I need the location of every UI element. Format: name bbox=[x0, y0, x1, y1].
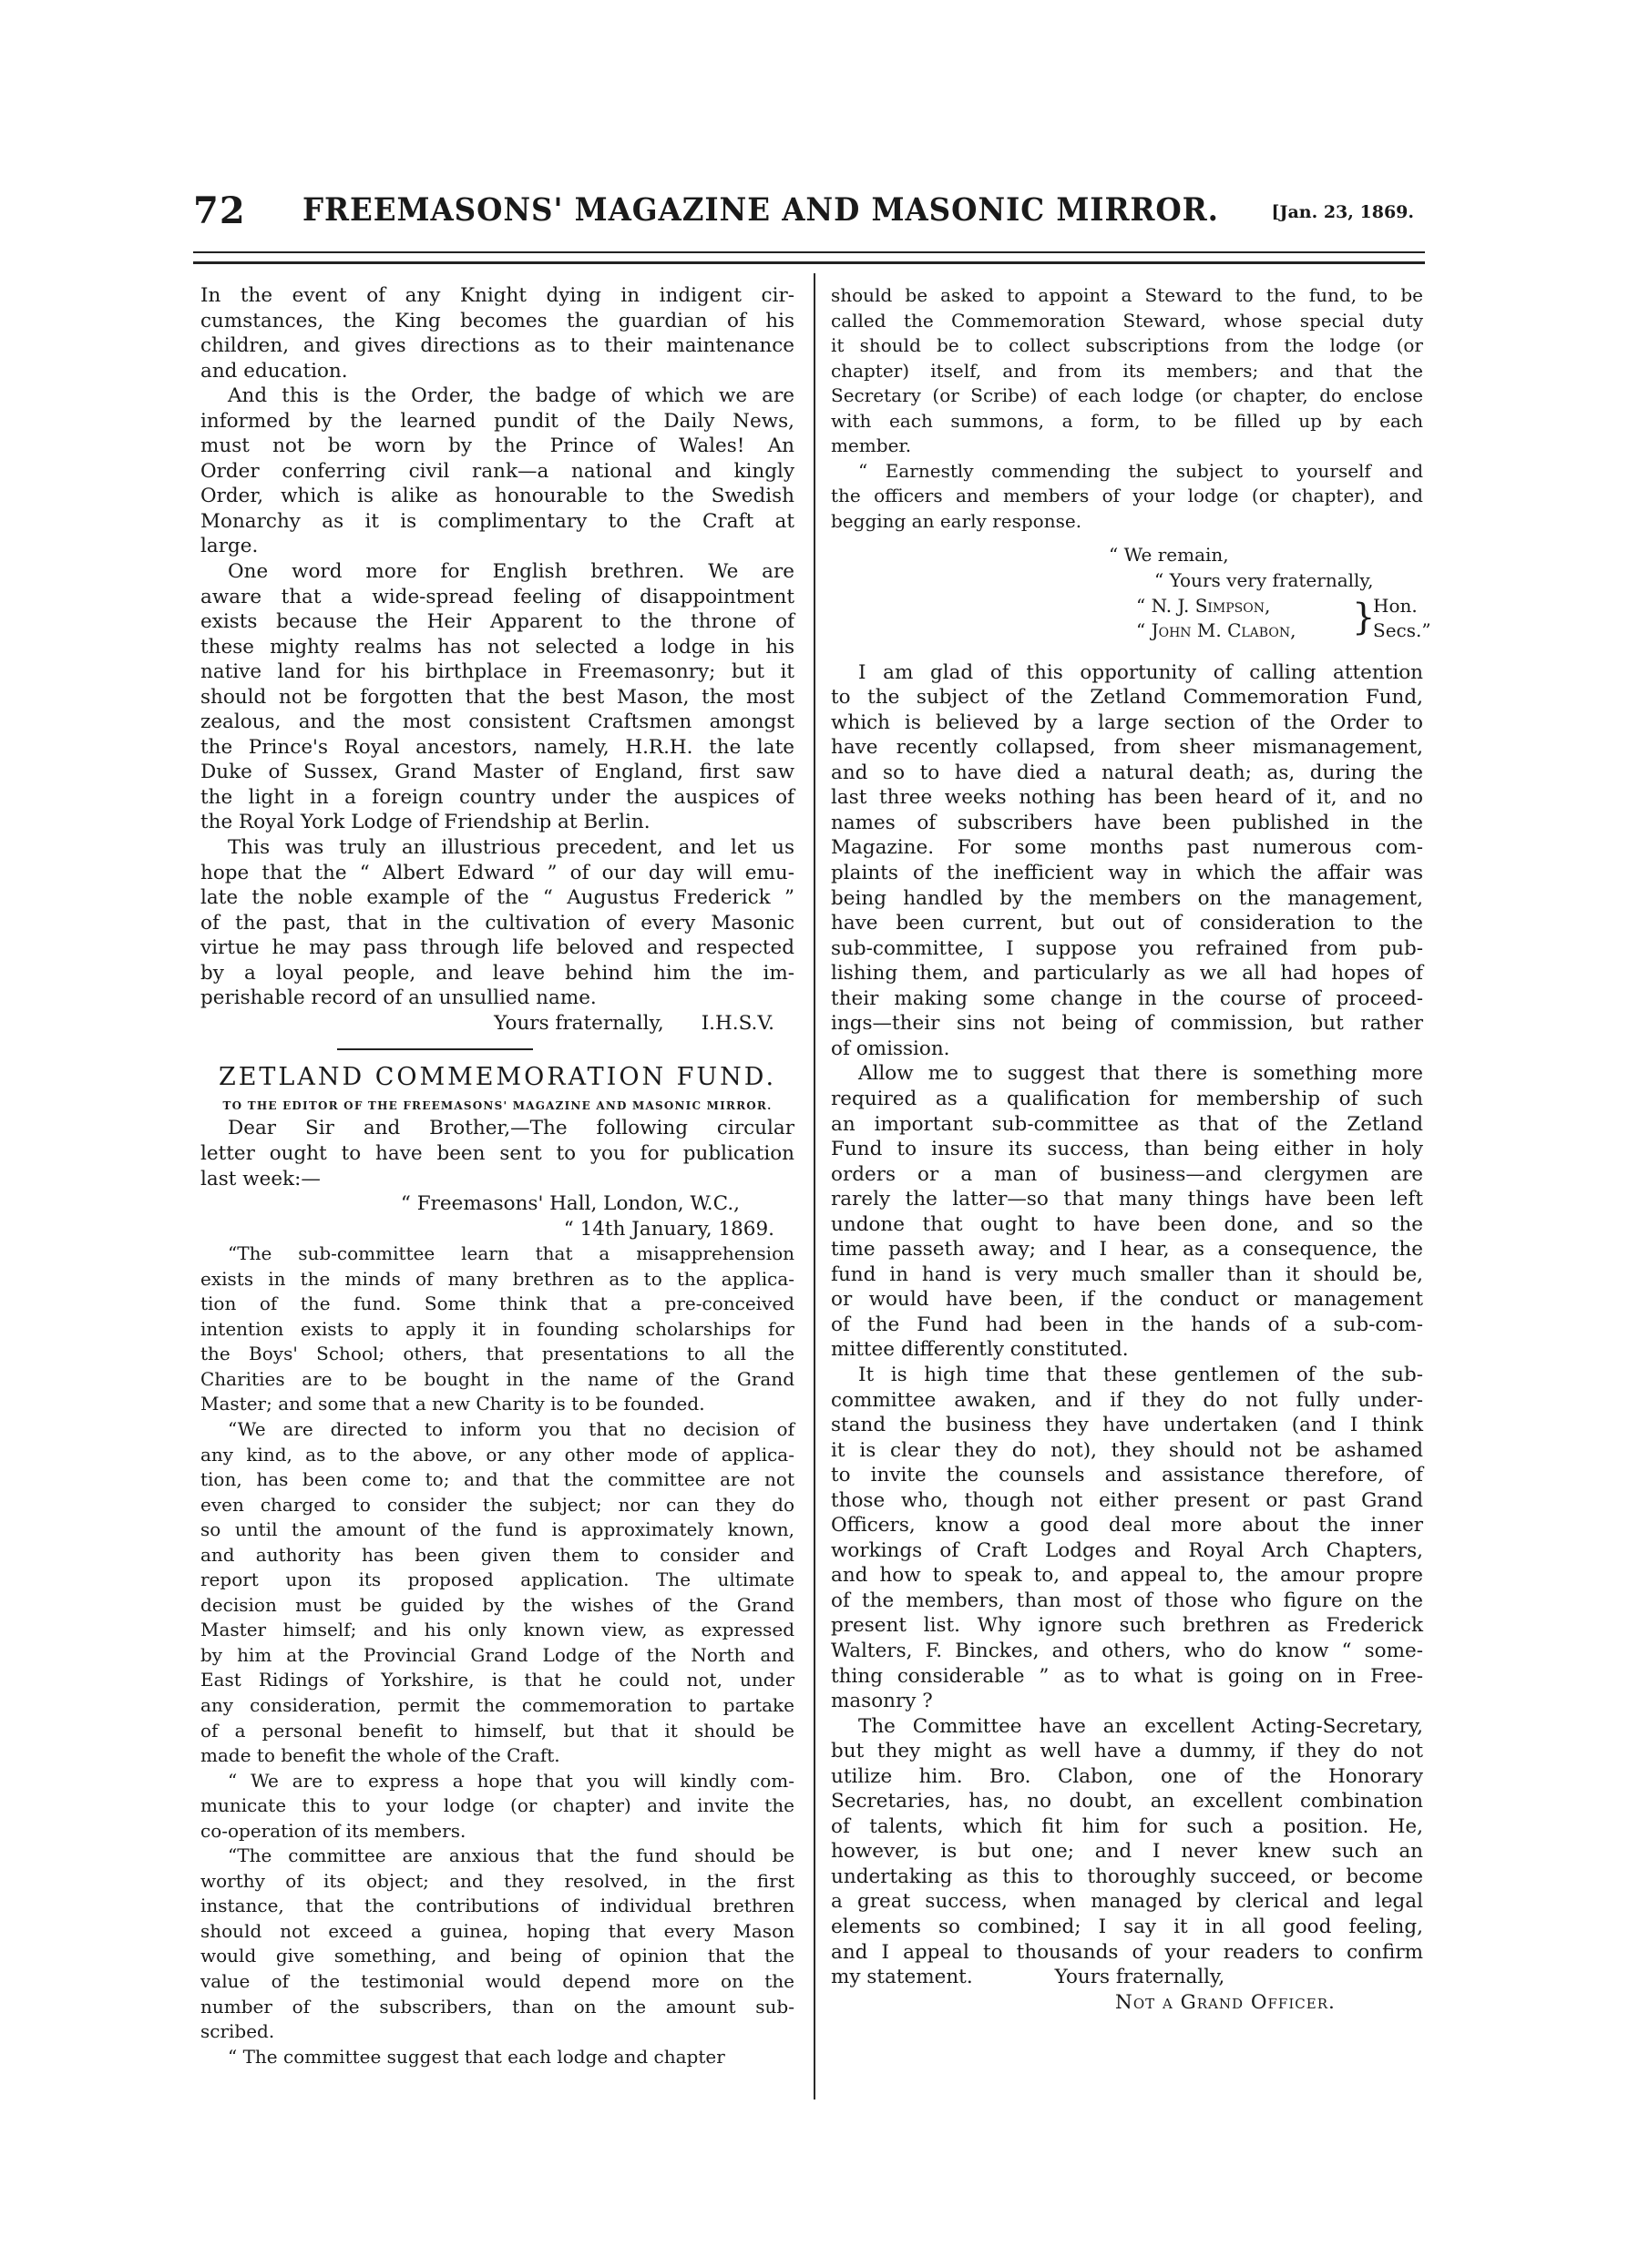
final-line bbox=[831, 1965, 1423, 1990]
circular-continuation bbox=[831, 283, 1423, 534]
text-line: rarely the latter—so that many things have been left bbox=[831, 1188, 1423, 1211]
text-line: fund in hand is very much smaller than it should be, bbox=[831, 1262, 1423, 1286]
text-line: any kind, as to the above, or any other mode of applica- bbox=[200, 1443, 794, 1466]
text-line: East Ridings of Yorkshire, is that he could not, under bbox=[200, 1669, 794, 1691]
text-line: the Boys' School; others, that presentations to all the bbox=[200, 1343, 794, 1365]
final-line-text: my statement. bbox=[831, 1966, 973, 1989]
final-signature: Not a Grand Officer. bbox=[1115, 1990, 1336, 2014]
text-line: of the Fund had been in the hands of a sub-com- bbox=[831, 1313, 1423, 1336]
text-line: workings of Craft Lodges and Royal Arch Chapters, bbox=[831, 1538, 1423, 1562]
text-line: should not be forgotten that the best Mason, the most bbox=[200, 685, 794, 709]
text-line: begging an early response. bbox=[831, 509, 1082, 532]
text-line: it is clear they do not), they should not be ashamed bbox=[831, 1438, 1423, 1462]
text-line: Monarchy as it is complimentary to the Craft at bbox=[200, 509, 794, 533]
text-line: should not exceed a guinea, hoping that every Mason bbox=[200, 1919, 794, 1942]
text-line: co-operation of its members. bbox=[200, 1819, 466, 1842]
signoff-line bbox=[200, 1011, 794, 1037]
text-line: large. bbox=[200, 535, 259, 558]
text-line: elements so combined; I say it in all good feeling, bbox=[831, 1916, 1423, 1938]
section-rule bbox=[337, 1048, 533, 1050]
issue-date: [Jan. 23, 1869. bbox=[1271, 202, 1414, 222]
text-line: tion, has been come to; and that the committee are not bbox=[200, 1468, 794, 1491]
signatory-2 bbox=[831, 618, 1431, 644]
address-line-2: “ 14th January, 1869. bbox=[563, 1217, 774, 1241]
text-line: “We are directed to inform you that no decision of bbox=[228, 1417, 794, 1440]
text-line: being handled by the members on the management, bbox=[831, 886, 1423, 910]
closing-we-remain: “ We remain, bbox=[1109, 544, 1229, 567]
text-line: and authority has been given them to consider and bbox=[200, 1543, 794, 1566]
page-header bbox=[193, 189, 1423, 237]
text-line: and education. bbox=[200, 359, 348, 383]
text-line: and I appeal to thousands of your readers to confirm bbox=[831, 1940, 1423, 1964]
text-line: “ We are to express a hope that you will kindly com- bbox=[228, 1769, 794, 1792]
signature: I.H.S.V. bbox=[701, 1011, 774, 1035]
text-line: thing considerable ” as to what is going on in Free- bbox=[831, 1664, 1423, 1688]
text-line: native land for his birthplace in Freemasonry; but it bbox=[200, 660, 794, 684]
text-line: of the past, that in the cultivation of every Masonic bbox=[200, 911, 794, 935]
text-line: Secretaries, has, no doubt, an excellent combination bbox=[831, 1790, 1423, 1813]
text-line: the Prince's Royal ancestors, namely, H.R.H. the late bbox=[200, 735, 794, 759]
text-line: This was truly an illustrious precedent, and let us bbox=[228, 836, 794, 860]
text-line: undone that ought to have been done, and so the bbox=[831, 1212, 1423, 1236]
text-line: orders or a man of business—and clergymen are bbox=[831, 1162, 1423, 1186]
text-line: last week:— bbox=[200, 1167, 321, 1190]
text-line: member. bbox=[831, 434, 912, 457]
text-line: utilize him. Bro. Clabon, one of the Honorary bbox=[831, 1764, 1423, 1788]
text-line: by a loyal people, and leave behind him the im- bbox=[200, 961, 794, 985]
text-line: cumstances, the King becomes the guardian of his bbox=[200, 309, 794, 332]
text-line: even charged to consider the subject; nor can they do bbox=[200, 1493, 794, 1516]
text-line: or would have been, if the conduct or management bbox=[831, 1288, 1423, 1312]
text-line: late the noble example of the “ Augustus Frederick ” bbox=[200, 886, 794, 910]
signoff: Yours fraternally, bbox=[494, 1011, 664, 1035]
text-line: of a personal benefit to himself, but that it should be bbox=[200, 1719, 794, 1742]
text-line: One word more for English brethren. We are bbox=[228, 560, 794, 584]
text-line: scribed. bbox=[200, 2020, 275, 2043]
text-line: time passeth away; and I hear, as a consequence, the bbox=[831, 1238, 1423, 1262]
text-line: the Royal York Lodge of Friendship at Berlin. bbox=[200, 811, 651, 834]
left-column bbox=[200, 283, 794, 2069]
text-line: should be asked to appoint a Steward to the fund, to be bbox=[831, 284, 1423, 306]
signatory-1-name: “ N. J. Simpson, bbox=[1136, 594, 1271, 617]
text-line: Walters, F. Binckes, and others, who do know “ some- bbox=[831, 1639, 1423, 1662]
text-line: “ The committee suggest that each lodge and chapter bbox=[228, 2045, 725, 2068]
text-line: and how to speak to, and appeal to, the amour propre bbox=[831, 1564, 1423, 1588]
letter-intro bbox=[200, 1116, 794, 1191]
circular-body bbox=[200, 1241, 794, 2069]
signatory-role-1: Hon. bbox=[1373, 594, 1418, 617]
text-line: mittee differently constituted. bbox=[831, 1338, 1129, 1362]
text-line: of the members, than most of those who figure on the bbox=[831, 1589, 1423, 1612]
text-line: Master himself; and his only known view, as expressed bbox=[200, 1619, 794, 1641]
text-line: Order, which is alike as honourable to the Swedish bbox=[200, 485, 794, 508]
text-line: “The sub-committee learn that a misapprehension bbox=[228, 1242, 794, 1265]
text-line: masonry ? bbox=[831, 1690, 933, 1713]
text-line: to the subject of the Zetland Commemoration Fund, bbox=[831, 686, 1423, 710]
text-line: so until the amount of the fund is approximately known, bbox=[200, 1518, 794, 1541]
text-line: zealous, and the most consistent Craftsmen amongst bbox=[200, 710, 794, 734]
text-line: but they might as well have a dummy, if they do not bbox=[831, 1740, 1423, 1763]
text-line: Allow me to suggest that there is something more bbox=[858, 1062, 1423, 1086]
text-line: a great success, when managed by clerical and legal bbox=[831, 1890, 1423, 1914]
header-rule-bottom bbox=[193, 261, 1425, 264]
text-line: names of subscribers have been published in the bbox=[831, 811, 1423, 834]
text-line: worthy of its object; and they resolved, in the first bbox=[200, 1869, 794, 1892]
text-line: “The committee are anxious that the fund should be bbox=[228, 1844, 794, 1867]
text-line: any consideration, permit the commemoration to partake bbox=[200, 1693, 794, 1716]
text-line: undertaking as this to thoroughly succeed, or become bbox=[831, 1864, 1423, 1888]
brace-icon: } bbox=[1352, 596, 1376, 639]
text-line: value of the testimonial would depend more on the bbox=[200, 1970, 794, 1992]
text-line: And this is the Order, the badge of which we are bbox=[228, 384, 794, 408]
text-line: sub-committee, I suppose you refrained from pub- bbox=[831, 936, 1423, 960]
closing-yours: “ Yours very fraternally, bbox=[1154, 569, 1374, 592]
text-line: In the event of any Knight dying in indigent cir- bbox=[200, 284, 794, 307]
text-line: The Committee have an excellent Acting-Secretary, bbox=[858, 1714, 1423, 1738]
text-line: report upon its proposed application. The ultimate bbox=[200, 1568, 794, 1591]
text-line: tion of the fund. Some think that a pre-conceived bbox=[200, 1292, 794, 1315]
text-line: It is high time that these gentlemen of the sub- bbox=[858, 1363, 1423, 1386]
text-line: stand the business they have undertaken (and I think bbox=[831, 1414, 1423, 1437]
article-heading: ZETLAND COMMEMORATION FUND. bbox=[218, 1063, 777, 1092]
text-line: it should be to collect subscriptions from the lodge (or bbox=[831, 334, 1423, 357]
text-line: which is believed by a large section of the Order to bbox=[831, 710, 1423, 734]
text-line: letter ought to have been sent to you for publication bbox=[200, 1141, 794, 1165]
text-line: have recently collapsed, from sheer mismanagement, bbox=[831, 736, 1423, 760]
masthead-title: FREEMASONS' MAGAZINE AND MASONIC MIRROR. bbox=[302, 191, 1219, 229]
text-line: to invite the counsels and assistance therefore, of bbox=[831, 1464, 1423, 1487]
page-number: 72 bbox=[193, 189, 246, 232]
text-line: of talents, which fit him for such a position. He, bbox=[831, 1814, 1423, 1838]
text-line: Duke of Sussex, Grand Master of England, first saw bbox=[200, 761, 794, 784]
text-line: committee awaken, and if they do not fully under- bbox=[831, 1388, 1423, 1412]
text-line: their making some change in the course of proceed- bbox=[831, 986, 1423, 1010]
text-line: must not be worn by the Prince of Wales! An bbox=[200, 434, 794, 458]
text-line: an important sub-committee as that of the Zetland bbox=[831, 1112, 1423, 1136]
text-line: ings—their sins not being of commission, but rather bbox=[831, 1012, 1423, 1036]
text-line: Charities are to be bought in the name of the Grand bbox=[200, 1367, 794, 1390]
text-line: I am glad of this opportunity of calling attention bbox=[858, 660, 1423, 684]
text-line: Magazine. For some months past numerous com- bbox=[831, 836, 1423, 860]
text-line: the light in a foreign country under the auspices of bbox=[200, 785, 794, 809]
text-line: instance, that the contributions of individual brethren bbox=[200, 1895, 794, 1917]
text-line: chapter) itself, and from its members; and that the bbox=[831, 359, 1423, 382]
text-line: intention exists to apply it in founding scholarships for bbox=[200, 1317, 794, 1340]
text-line: last three weeks nothing has been heard of it, and no bbox=[831, 786, 1423, 810]
text-line: Dear Sir and Brother,—The following circular bbox=[228, 1117, 794, 1140]
text-line: “ Earnestly commending the subject to yourself and bbox=[858, 459, 1423, 482]
text-line: Secretary (or Scribe) of each lodge (or chapter, do enclose bbox=[831, 384, 1423, 407]
text-line: hope that the “ Albert Edward ” of our day will emu- bbox=[200, 861, 794, 884]
text-line: required as a qualification for membership of such bbox=[831, 1087, 1423, 1110]
text-line: informed by the learned pundit of the Daily News, bbox=[200, 409, 794, 433]
text-line: made to benefit the whole of the Craft. bbox=[200, 1744, 560, 1767]
text-line: present list. Why ignore such brethren as Frederick bbox=[831, 1614, 1423, 1638]
signatory-role-2: Secs.” bbox=[1373, 619, 1431, 642]
text-line: Fund to insure its success, than being either in holy bbox=[831, 1138, 1423, 1161]
text-line: by him at the Provincial Grand Lodge of the North and bbox=[200, 1643, 794, 1666]
column-divider bbox=[814, 273, 815, 2099]
text-line: and so to have died a natural death; as, during the bbox=[831, 761, 1423, 784]
address-line-1: “ Freemasons' Hall, London, W.C., bbox=[400, 1192, 740, 1216]
header-rule-top bbox=[193, 251, 1425, 253]
text-line: those who, though not either present or past Grand bbox=[831, 1488, 1423, 1512]
text-line: aware that a wide-spread feeling of disappointment bbox=[200, 585, 794, 608]
text-line: number of the subscribers, than on the amount sub- bbox=[200, 1995, 794, 2018]
text-line: decision must be guided by the wishes of the Grand bbox=[200, 1593, 794, 1616]
text-line: virtue he may pass through life beloved and respected bbox=[200, 936, 794, 960]
text-line: these mighty realms has not selected a lodge in his bbox=[200, 635, 794, 659]
text-line: the officers and members of your lodge (or chapter), and bbox=[831, 485, 1423, 507]
text-line: plaints of the inefficient way in which the affair was bbox=[831, 862, 1423, 885]
text-line: would give something, and being of opinion that the bbox=[200, 1945, 794, 1967]
text-line: Officers, know a good deal more about the inner bbox=[831, 1514, 1423, 1538]
right-column bbox=[831, 283, 1431, 2015]
article-subheading: TO THE EDITOR OF THE FREEMASONS' MAGAZINE AND MASONIC MIRROR. bbox=[222, 1099, 773, 1113]
text-line: municate this to your lodge (or chapter) and invite the bbox=[200, 1794, 794, 1817]
final-signoff: Yours fraternally, bbox=[1054, 1966, 1225, 1989]
article-royal-order-continuation bbox=[200, 283, 794, 1011]
text-line: have been current, but out of consideration to the bbox=[831, 912, 1423, 935]
text-line: of omission. bbox=[831, 1037, 950, 1060]
correspondent-letter-body bbox=[831, 660, 1423, 1965]
text-line: Order conferring civil rank—a national and kingly bbox=[200, 459, 794, 483]
text-line: called the Commemoration Steward, whose special duty bbox=[831, 309, 1423, 332]
text-line: children, and gives directions as to their maintenance bbox=[200, 334, 794, 358]
signatory-2-name: “ John M. Clabon, bbox=[1136, 619, 1296, 642]
text-line: Master; and some that a new Charity is to be founded. bbox=[200, 1393, 705, 1415]
text-line: lishing them, and particularly as we all had hopes of bbox=[831, 962, 1423, 986]
text-line: exists in the minds of many brethren as to the applica- bbox=[200, 1267, 794, 1290]
text-line: with each summons, a form, to be filled up by each bbox=[831, 409, 1423, 432]
text-line: perishable record of an unsullied name. bbox=[200, 986, 597, 1010]
text-line: exists because the Heir Apparent to the throne of bbox=[200, 610, 794, 634]
text-line: however, is but one; and I never knew such an bbox=[831, 1840, 1423, 1864]
